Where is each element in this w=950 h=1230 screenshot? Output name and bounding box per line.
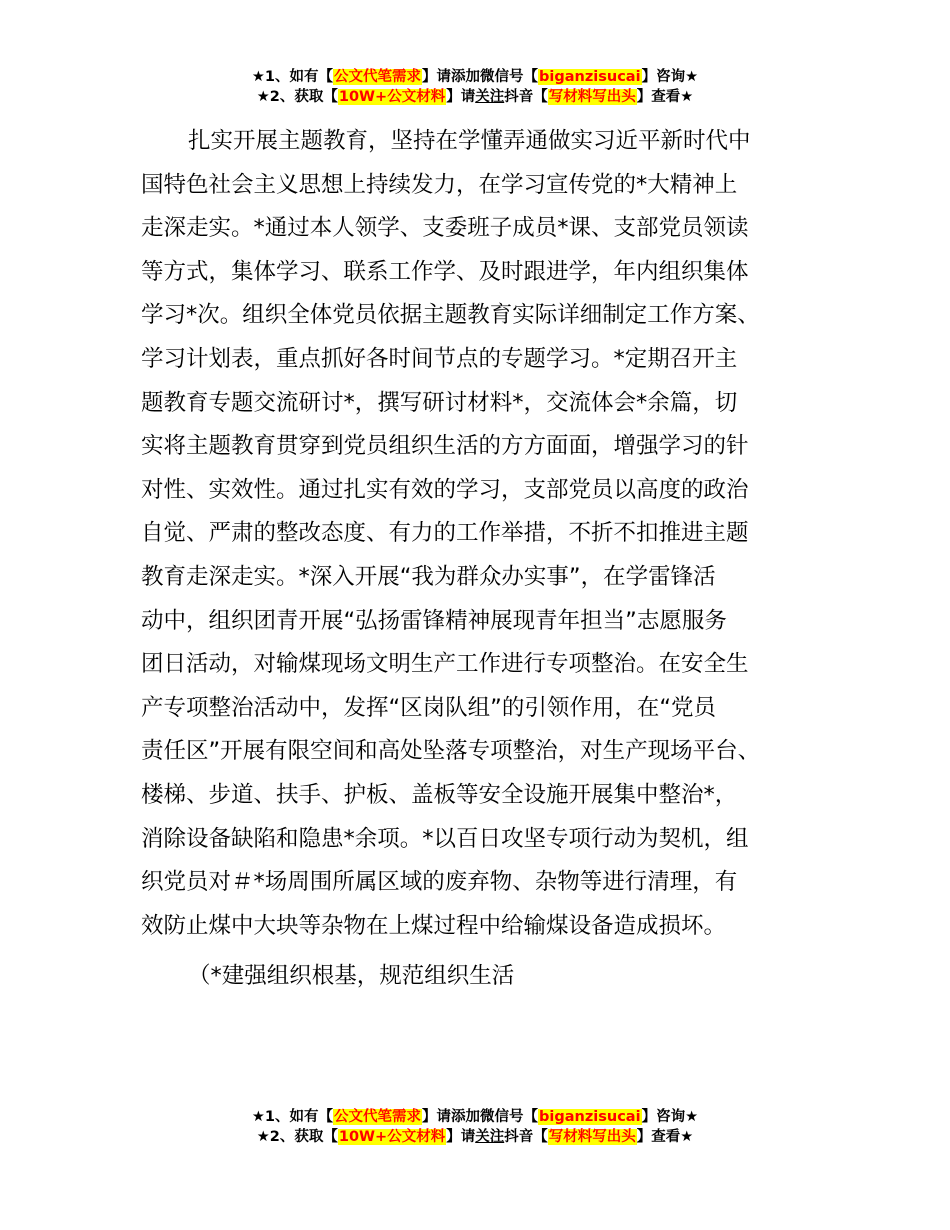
banner-text: 抖音【: [504, 89, 548, 105]
paragraph-line: 等方式，集体学习、联系工作学、及时跟进学，年内组织集体: [141, 258, 749, 285]
banner-text: ★2、获取【: [256, 1129, 338, 1145]
banner-line-2: [0, 1127, 950, 1147]
paragraph-line: 楼梯、步道、扶手、护板、盖板等安全设施开展集中整治*，: [141, 781, 738, 808]
paragraph-line: 责任区”开展有限空间和高处坠落专项整治，对生产现场平台、: [141, 738, 761, 765]
paragraph-line: 效防止煤中大块等杂物在上煤过程中给输煤设备造成损坏。: [141, 912, 727, 939]
banner-text: 】咨询★: [641, 1109, 699, 1125]
banner-highlight: biganzisucai: [539, 1109, 641, 1125]
paragraph-line: 国特色社会主义思想上持续发力，在学习宣传党的*大精神上: [141, 171, 738, 198]
banner-highlight: biganzisucai: [539, 69, 641, 85]
paragraph-line: 学习计划表，重点抓好各时间节点的专题学习。*定期召开主: [141, 345, 738, 372]
banner-text: ★2、获取【: [256, 89, 338, 105]
banner-text: ★1、如有【: [251, 1109, 334, 1125]
banner-underlined: 关注: [475, 1129, 505, 1145]
banner-text: 抖音【: [504, 1129, 548, 1145]
paragraph-line: 走深走实。*通过本人领学、支委班子成员*课、支部党员领读: [141, 215, 749, 242]
paragraph-line: 产专项整治活动中，发挥“区岗队组”的引领作用，在“党员: [141, 694, 716, 721]
paragraph-line: 自觉、严肃的整改态度、有力的工作举措，不折不扣推进主题: [141, 520, 749, 547]
banner-highlight: 写材料写出头: [548, 89, 636, 105]
section-subheading: （*建强组织根基，规范组织生活: [188, 963, 515, 989]
paragraph-line: 实将主题教育贯穿到党员组织生活的方方面面，增强学习的针: [141, 433, 749, 460]
banner-text: 】查看★: [636, 1129, 694, 1145]
paragraph-line: 消除设备缺陷和隐患*余项。*以百日攻坚专项行动为契机，组: [141, 825, 749, 852]
footer-banner: [0, 1107, 950, 1147]
banner-line-2: [0, 87, 950, 107]
banner-text: 】咨询★: [641, 69, 699, 85]
paragraph-line: 扎实开展主题教育，坚持在学懂弄通做实习近平新时代中: [188, 128, 751, 154]
banner-text: ★1、如有【: [251, 69, 334, 85]
banner-text: 】请: [446, 1129, 476, 1145]
paragraph-line: 题教育专题交流研讨*，撰写研讨材料*，交流体会*余篇，切: [141, 389, 738, 416]
paragraph-line: 动中，组织团青开展“弘扬雷锋精神展现青年担当”志愿服务: [141, 607, 727, 634]
banner-highlight: 公文代笔需求: [334, 1109, 422, 1125]
paragraph-line: 学习*次。组织全体党员依据主题教育实际详细制定工作方案、: [141, 302, 760, 329]
banner-underlined: 关注: [475, 89, 505, 105]
banner-line-1: [0, 1107, 950, 1127]
banner-highlight: 写材料写出头: [548, 1129, 636, 1145]
paragraph-line: 团日活动，对输煤现场文明生产工作进行专项整治。在安全生: [141, 651, 749, 678]
body-paragraph: [141, 120, 831, 948]
banner-text: 】查看★: [636, 89, 694, 105]
header-banner: [0, 67, 950, 107]
paragraph-line: 教育走深走实。*深入开展“我为群众办实事”，在学雷锋活: [141, 563, 716, 590]
banner-text: 】请添加微信号【: [422, 69, 539, 85]
paragraph-line: 对性、实效性。通过扎实有效的学习，支部党员以高度的政治: [141, 476, 749, 503]
banner-text: 】请添加微信号【: [422, 1109, 539, 1125]
banner-highlight: 10W+公文材料: [338, 89, 446, 105]
banner-highlight: 公文代笔需求: [334, 69, 422, 85]
banner-highlight: 10W+公文材料: [338, 1129, 446, 1145]
paragraph-line: 织党员对＃*场周围所属区域的废弃物、杂物等进行清理，有: [141, 869, 738, 896]
banner-line-1: [0, 67, 950, 87]
banner-text: 】请: [446, 89, 476, 105]
